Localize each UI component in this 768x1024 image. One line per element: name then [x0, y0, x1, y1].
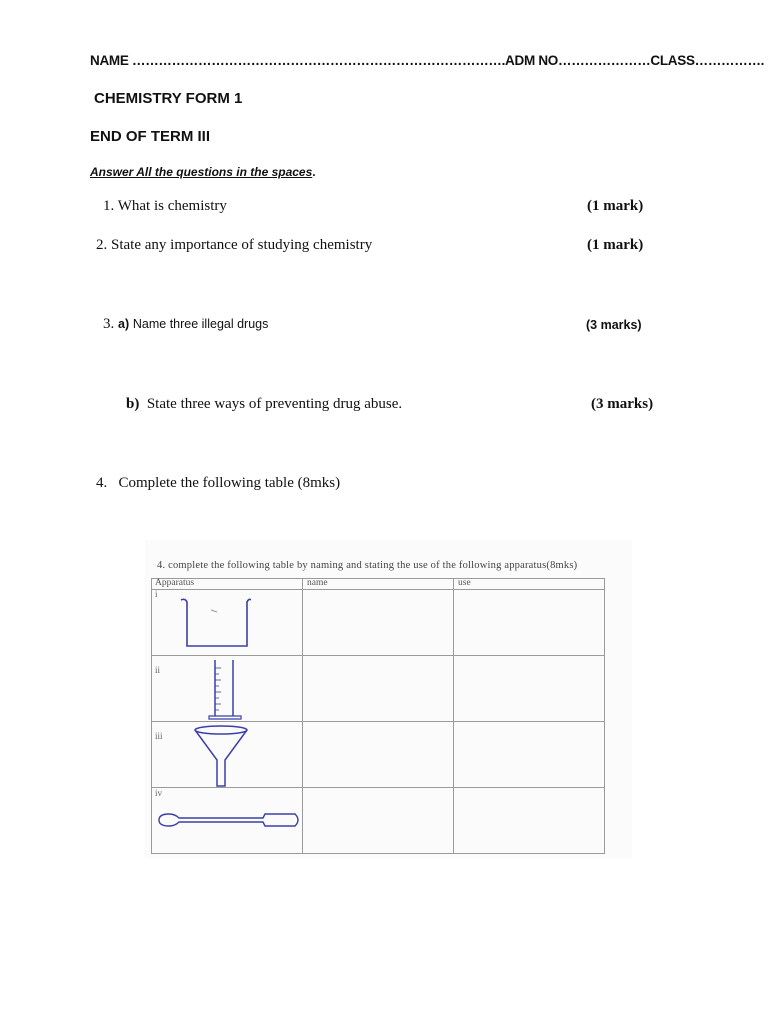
question-text: Name three illegal drugs	[132, 317, 269, 331]
question-3a	[103, 316, 268, 333]
table-header-divider	[151, 589, 605, 590]
question-text: What is chemistry	[117, 198, 227, 214]
subject-title: CHEMISTRY FORM 1	[94, 90, 243, 107]
question-2	[96, 237, 372, 254]
column-header-name: name	[307, 578, 328, 588]
table-border-top	[151, 578, 605, 579]
column-header-apparatus: Apparatus	[155, 578, 195, 588]
instruction-period: .	[312, 165, 316, 179]
spatula-icon	[155, 804, 299, 834]
question-number: 1.	[103, 198, 115, 214]
table-column-divider	[302, 578, 303, 854]
question-number: 4.	[96, 475, 108, 491]
term-title: END OF TERM III	[90, 128, 210, 145]
student-details-line: NAME ………………………………………………………………………….ADM NO…………………CLASS…………….	[90, 53, 765, 68]
apparatus-table	[151, 578, 605, 854]
row-number: ii	[155, 665, 161, 675]
instructions	[90, 165, 316, 179]
question-1	[103, 198, 227, 215]
figure-caption: 4. complete the following table by naming and stating the use of the following apparatus(8mks)	[157, 560, 578, 571]
question-text: Complete the following table (8mks)	[118, 475, 341, 491]
apparatus-table-figure	[145, 540, 632, 858]
instruction-text: Answer All the questions in the spaces	[90, 165, 313, 179]
table-border-right	[604, 578, 605, 854]
table-border-left	[151, 578, 152, 854]
question-3b-marks: (3 marks)	[591, 396, 654, 412]
filter-funnel-icon	[191, 724, 251, 788]
question-number: 3.	[103, 316, 115, 332]
column-header-use: use	[458, 578, 471, 588]
question-part: b)	[126, 396, 140, 412]
row-number: i	[155, 589, 158, 599]
question-text: State any importance of studying chemistry	[111, 237, 373, 253]
question-3b	[126, 396, 402, 413]
table-row-divider	[151, 721, 605, 722]
question-text: State three ways of preventing drug abuse.	[146, 396, 403, 412]
question-part: a)	[118, 317, 130, 331]
row-number: iii	[155, 731, 163, 741]
question-3a-marks: (3 marks)	[586, 318, 642, 332]
measuring-cylinder-icon	[203, 658, 243, 720]
question-number: 2.	[96, 237, 108, 253]
row-number: iv	[155, 788, 163, 798]
question-1-marks: (1 mark)	[587, 198, 644, 214]
table-column-divider	[453, 578, 454, 854]
table-row-divider	[151, 655, 605, 656]
beaker-icon	[171, 596, 251, 652]
question-2-marks: (1 mark)	[587, 237, 644, 253]
question-4	[96, 475, 340, 492]
table-border-bottom	[151, 853, 605, 854]
